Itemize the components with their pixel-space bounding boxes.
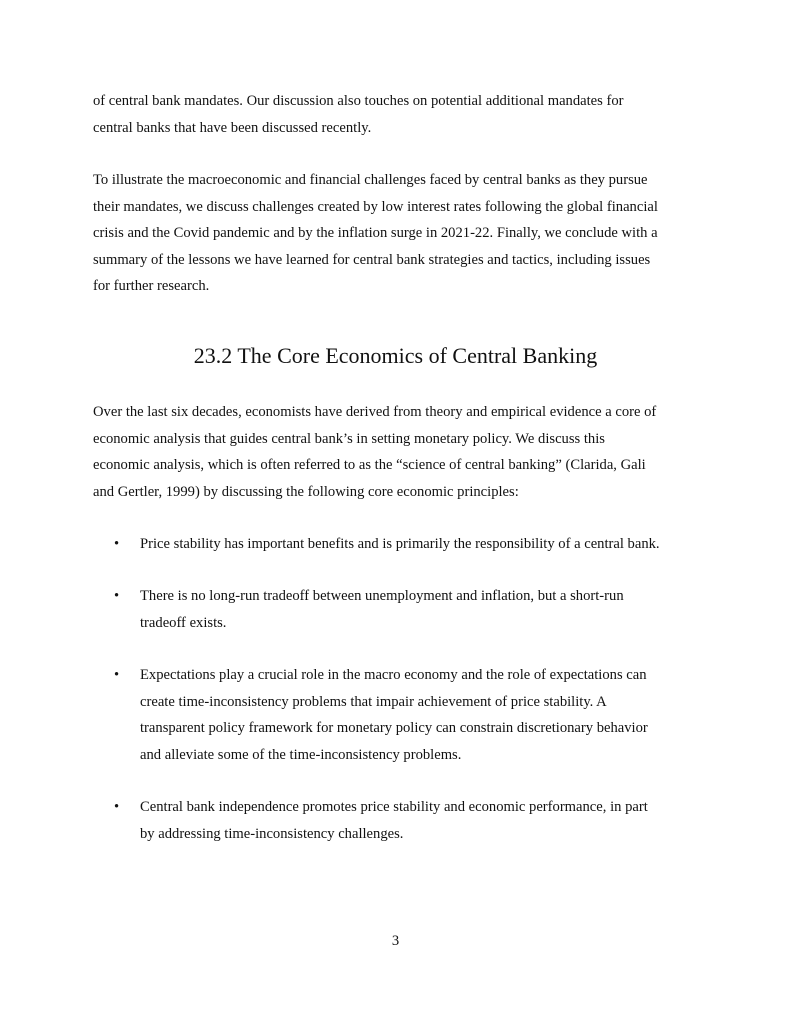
- paragraph-line: To illustrate the macroeconomic and financial challenges faced by central banks as they pursue: [93, 172, 648, 188]
- bullet-icon: •: [114, 588, 120, 604]
- principles-intro-paragraph: [93, 399, 703, 505]
- bullet-text: [140, 662, 710, 768]
- bullet-line: transparent policy framework for monetary policy can constrain discretionary behavior: [140, 720, 648, 736]
- bullet-icon: •: [114, 667, 120, 683]
- paragraph-line: of central bank mandates. Our discussion also touches on potential additional mandates for: [93, 93, 624, 109]
- section-heading: 23.2 The Core Economics of Central Banking: [193, 343, 598, 368]
- intro-paragraph: [93, 88, 703, 141]
- bullet-line: Price stability has important benefits and is primarily the responsibility of a central bank.: [140, 536, 660, 552]
- bullet-text: [140, 583, 710, 636]
- bullet-line: tradeoff exists.: [140, 614, 227, 631]
- bullet-line: There is no long-run tradeoff between unemployment and inflation, but a short-run: [140, 588, 624, 604]
- paragraph-line: summary of the lessons we have learned for central bank strategies and tactics, including issues: [93, 251, 651, 268]
- paragraph-line: and Gertler, 1999) by discussing the following core economic principles:: [93, 483, 519, 500]
- paragraph-line: for further research.: [93, 278, 210, 294]
- paragraph-line: economic analysis that guides central bank’s in setting monetary policy. We discuss this: [93, 430, 605, 447]
- paragraph-line: crisis and the Covid pandemic and by the inflation surge in 2021-22. Finally, we conclude with a: [93, 225, 658, 241]
- bullet-line: Central bank independence promotes price stability and economic performance, in part: [140, 799, 648, 815]
- bullet-icon: •: [114, 536, 120, 552]
- paragraph-line: central banks that have been discussed recently.: [93, 119, 372, 136]
- paragraph-line: economic analysis, which is often referred to as the “science of central banking” (Clarida, Gali: [93, 457, 646, 473]
- paragraph-line: their mandates, we discuss challenges created by low interest rates following the global financial: [93, 198, 658, 215]
- bullet-text: [140, 531, 710, 558]
- page-number: 3: [391, 933, 400, 949]
- summary-paragraph: [93, 167, 703, 300]
- bullet-line: create time-inconsistency problems that impair achievement of price stability. A: [140, 693, 607, 710]
- paragraph-line: Over the last six decades, economists have derived from theory and empirical evidence a core of: [93, 404, 657, 420]
- bullet-line: and alleviate some of the time-inconsistency problems.: [140, 746, 462, 763]
- bullet-text: [140, 794, 710, 847]
- bullet-icon: •: [114, 799, 120, 815]
- bullet-line: by addressing time-inconsistency challenges.: [140, 825, 404, 842]
- bullet-line: Expectations play a crucial role in the macro economy and the role of expectations can: [140, 667, 647, 683]
